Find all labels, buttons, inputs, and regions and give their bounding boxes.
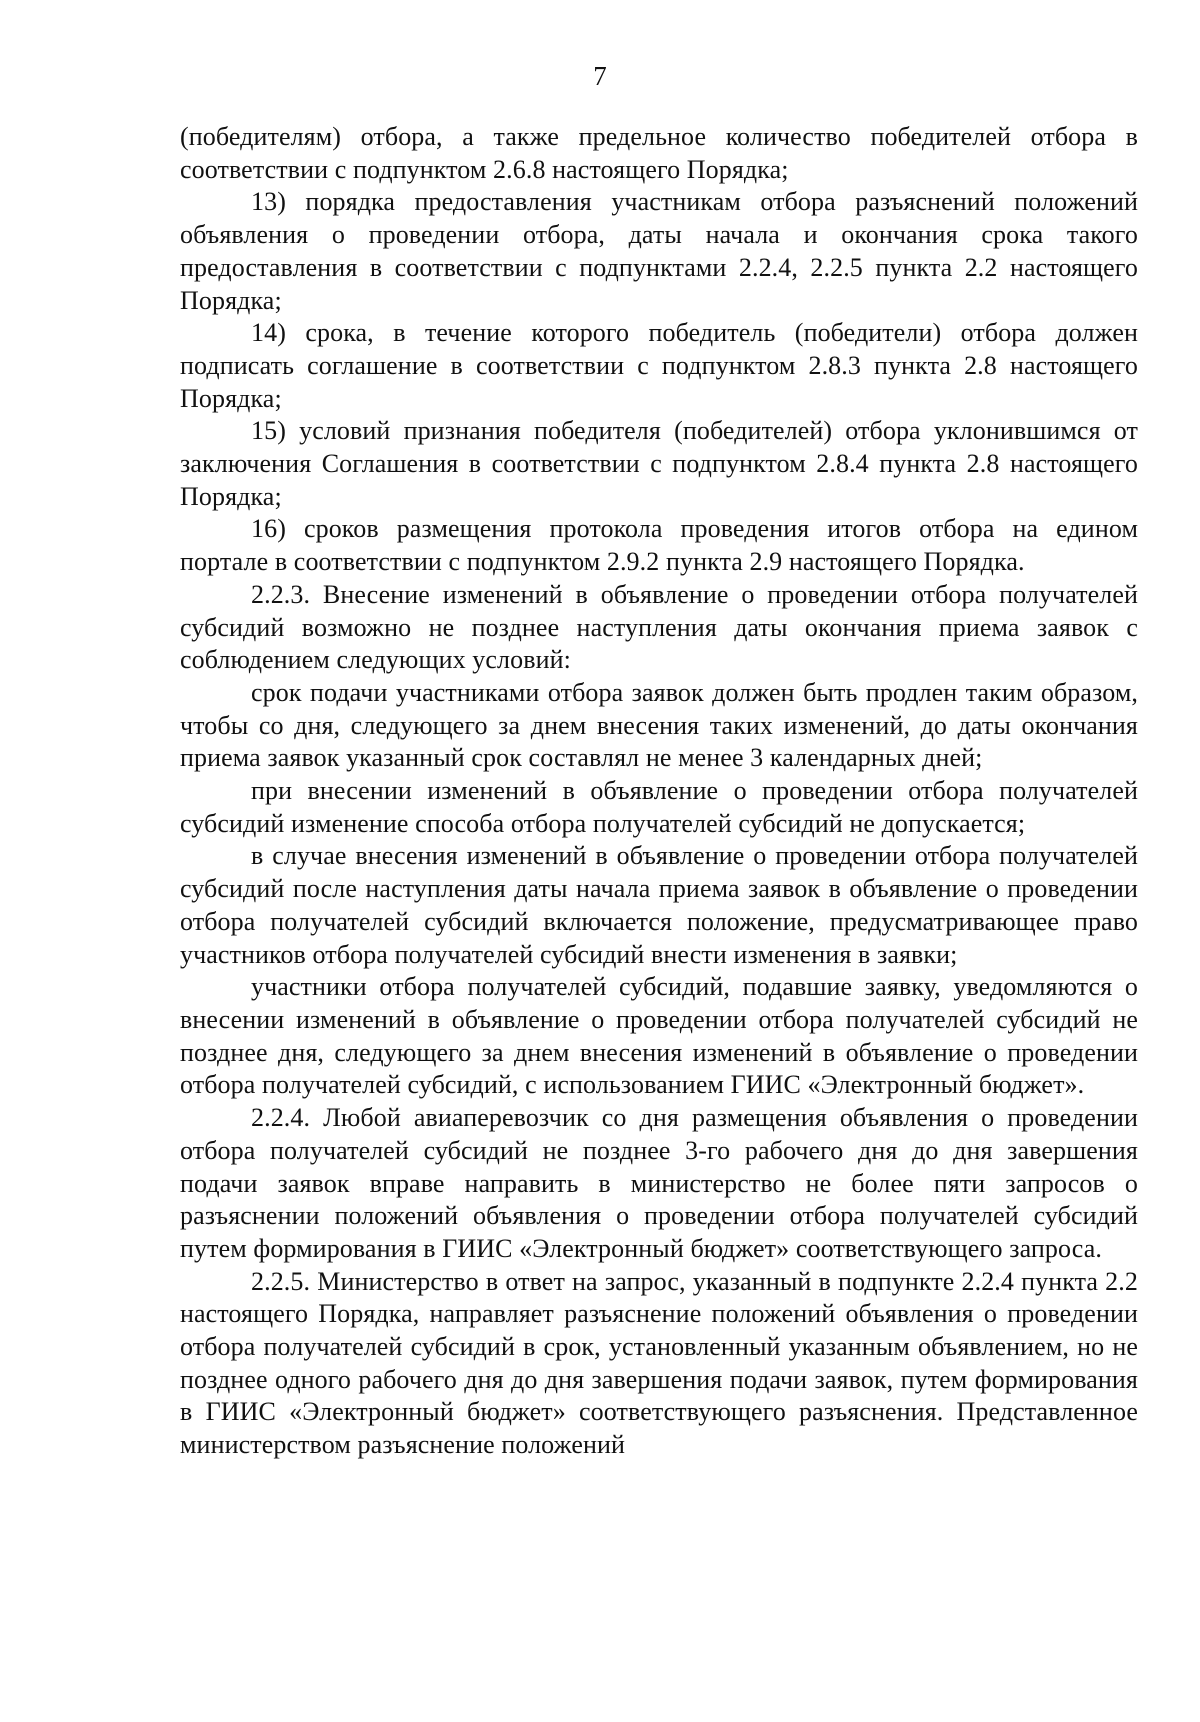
paragraph-condition-deadline: срок подачи участниками отбора заявок должен быть продлен таким образом, чтобы со дня, следующего за днем внесения таких изменений, до даты окончания приема заявок указанный срок составлял не менее 3 календарных дней;: [180, 677, 1138, 773]
paragraph-item-13: 13) порядка предоставления участникам отбора разъяснений положений объявления о проведении отбора, даты начала и окончания срока такого предоставления в соответствии с подпунктами 2.2.4, 2.2.5 пункта 2.2 настоящего Порядка;: [180, 187, 1138, 315]
paragraph-section-2-2-5: 2.2.5. Министерство в ответ на запрос, указанный в подпункте 2.2.4 пункта 2.2 настоящего Порядка, направляет разъяснение положений объявления о проведении отбора получателей субсидий в срок, установленный указанным объявлением, но не позднее одного рабочего дня до дня завершения подачи заявок, путем формирования в ГИИС «Электронный бюджет» соответствующего разъяснения. Представленное министерством разъяснение положений: [180, 1266, 1138, 1460]
paragraph-condition-notification: участники отбора получателей субсидий, подавшие заявку, уведомляются о внесении изменений в объявление о проведении отбора получателей субсидий не позднее дня, следующего за днем внесения изменений в объявление о проведении отбора получателей субсидий, с использованием ГИИС «Электронный бюджет».: [180, 972, 1138, 1100]
paragraph-condition-amendments: в случае внесения изменений в объявление о проведении отбора получателей субсидий после наступления даты начала приема заявок в объявление о проведении отбора получателей субсидий включается положение, предусматривающее право участников отбора получателей субсидий внести изменения в заявки;: [180, 841, 1138, 969]
paragraph-section-2-2-3: 2.2.3. Внесение изменений в объявление о проведении отбора получателей субсидий возможно не позднее наступления даты окончания приема заявок с соблюдением следующих условий:: [180, 579, 1138, 675]
paragraph-item-16: 16) сроков размещения протокола проведения итогов отбора на едином портале в соответствии с подпунктом 2.9.2 пункта 2.9 настоящего Порядка.: [180, 514, 1138, 577]
document-body: [180, 121, 1138, 1462]
paragraph-item-15: 15) условий признания победителя (победителей) отбора уклонившимся от заключения Соглашения в соответствии с подпунктом 2.8.4 пункта 2.8 настоящего Порядка;: [180, 416, 1138, 511]
paragraph-section-2-2-4: 2.2.4. Любой авиаперевозчик со дня размещения объявления о проведении отбора получателей субсидий не позднее 3-го рабочего дня до дня завершения подачи заявок вправе направить в министерство не более пяти запросов о разъяснении положений объявления о проведении отбора получателей субсидий путем формирования в ГИИС «Электронный бюджет» соответствующего запроса.: [180, 1103, 1138, 1263]
paragraph-condition-method: при внесении изменений в объявление о проведении отбора получателей субсидий изменение способа отбора получателей субсидий не допускается;: [180, 776, 1138, 838]
paragraph-item-14: 14) срока, в течение которого победитель (победители) отбора должен подписать соглашение в соответствии с подпунктом 2.8.3 пункта 2.8 настоящего Порядка;: [180, 318, 1138, 413]
paragraph-continuation: (победителям) отбора, а также предельное количество победителей отбора в соответствии с подпунктом 2.6.8 настоящего Порядка;: [180, 122, 1138, 184]
page-number: 7: [593, 61, 607, 91]
